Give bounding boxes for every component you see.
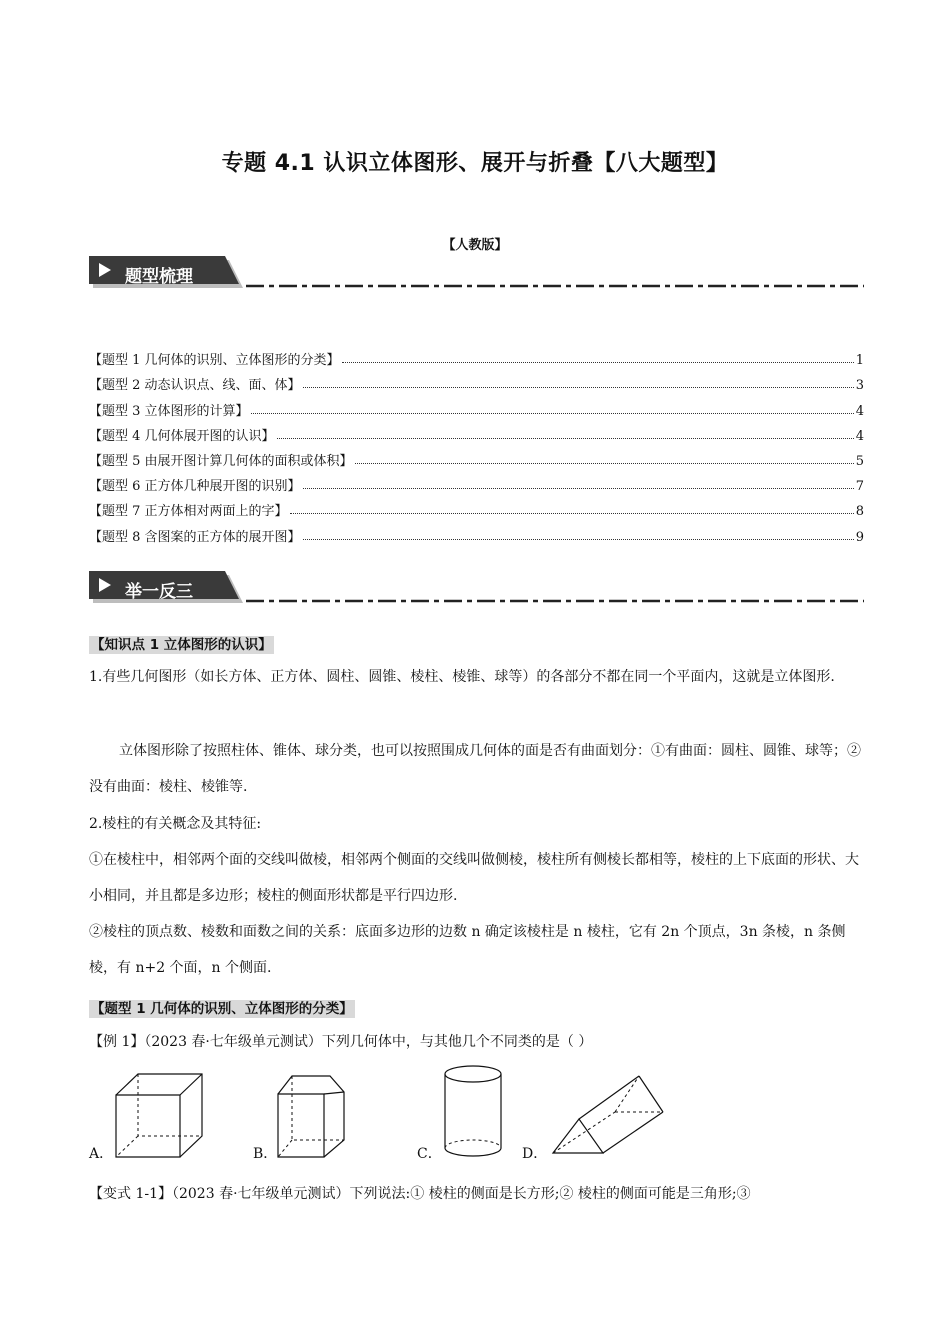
toc-banner-label: 题型梳理 — [125, 267, 193, 287]
toc-entry-page: 1 — [855, 353, 864, 369]
option-b-label: B． — [253, 1146, 278, 1162]
toc-entry-5[interactable] — [89, 444, 864, 469]
toc-entry-page: 7 — [855, 479, 864, 495]
practice-banner-label: 举一反三 — [125, 582, 193, 602]
toc-entry-label: 【题型 4 几何体展开图的认识】 — [89, 428, 275, 444]
toc-entry-1[interactable] — [89, 343, 864, 368]
toc-entry-6[interactable] — [89, 469, 864, 494]
option-d-label: D． — [522, 1146, 548, 1162]
variant-1-1-question: 【变式 1-1】（2023 春·七年级单元测试）下列说法:① 棱柱的侧面是长方形;② 棱柱的侧面可能是三角形;③ — [89, 1186, 751, 1202]
toc-entry-label: 【题型 6 正方体几种展开图的识别】 — [89, 479, 301, 495]
toc-entry-page: 3 — [855, 378, 864, 394]
edition-label: 【人教版】 — [442, 238, 508, 253]
cube-figure-icon — [108, 1068, 208, 1163]
toc-entry-page: 9 — [855, 529, 864, 545]
toc-entry-page: 8 — [855, 504, 864, 520]
practice-dash-divider — [246, 599, 864, 603]
triangular-prism-figure-icon — [545, 1066, 670, 1161]
toc-entry-4[interactable] — [89, 419, 864, 444]
toc-entry-label: 【题型 2 动态认识点、线、面、体】 — [89, 378, 301, 394]
type1-heading-wrap — [89, 997, 355, 1017]
toc-entry-page: 4 — [855, 403, 864, 419]
toc-banner — [89, 256, 247, 290]
knowledge-paragraph-4: ①在棱柱中，相邻两个面的交线叫做棱，相邻两个侧面的交线叫做侧棱，棱柱所有侧棱长都相等，棱柱的上下底面的形状、大小相同，并且都是多边形；棱柱的侧面形状都是平行四边形. — [89, 852, 859, 904]
toc-dash-divider — [246, 284, 864, 288]
toc-entry-7[interactable] — [89, 494, 864, 519]
knowledge-paragraph-5: ②棱柱的顶点数、棱数和面数之间的关系：底面多边形的边数 n 确定该棱柱是 n 棱柱，它有 2n 个顶点，3n 条棱，n 条侧棱，有 n+2 个面，n 个侧面. — [89, 924, 846, 976]
toc-entry-8[interactable] — [89, 519, 864, 544]
knowledge-paragraph-1: 1.有些几何图形（如长方体、正方体、圆柱、圆锥、棱柱、棱锥、球等）的各部分不都在同一个平面内，这就是立体图形. — [89, 669, 835, 685]
option-c-label: C． — [417, 1146, 442, 1162]
toc-entry-label: 【题型 1 几何体的识别、立体图形的分类】 — [89, 353, 340, 369]
toc-entry-page: 4 — [855, 428, 864, 444]
toc-entry-label: 【题型 8 含图案的正方体的展开图】 — [89, 529, 301, 545]
toc-entry-label: 【题型 3 立体图形的计算】 — [89, 403, 249, 419]
knowledge-paragraph-3: 2.棱柱的有关概念及其特征: — [89, 816, 262, 832]
example-1-question: 【例 1】（2023 春·七年级单元测试）下列几何体中，与其他几个不同类的是（ ） — [89, 1034, 593, 1050]
practice-banner — [89, 571, 247, 605]
knowledge-heading: 【知识点 1 立体图形的认识】 — [91, 637, 272, 653]
toc-entry-2[interactable] — [89, 368, 864, 393]
knowledge-paragraph-2: 立体图形除了按照柱体、锥体、球分类，也可以按照围成几何体的面是否有曲面划分：①有曲面：圆柱、圆锥、球等；②没有曲面：棱柱、棱锥等. — [89, 743, 861, 795]
cylinder-figure-icon — [438, 1062, 508, 1162]
table-of-contents — [89, 343, 864, 545]
prism-figure-icon — [272, 1068, 352, 1163]
page-title: 专题 4.1 认识立体图形、展开与折叠【八大题型】 — [221, 151, 729, 176]
toc-entry-3[interactable] — [89, 393, 864, 418]
toc-entry-label: 【题型 7 正方体相对两面上的字】 — [89, 504, 288, 520]
toc-entry-page: 5 — [855, 453, 864, 469]
type1-heading: 【题型 1 几何体的识别、立体图形的分类】 — [91, 1001, 353, 1017]
knowledge-heading-wrap — [89, 633, 274, 653]
option-a-label: A． — [89, 1146, 114, 1162]
toc-entry-label: 【题型 5 由展开图计算几何体的面积或体积】 — [89, 453, 353, 469]
